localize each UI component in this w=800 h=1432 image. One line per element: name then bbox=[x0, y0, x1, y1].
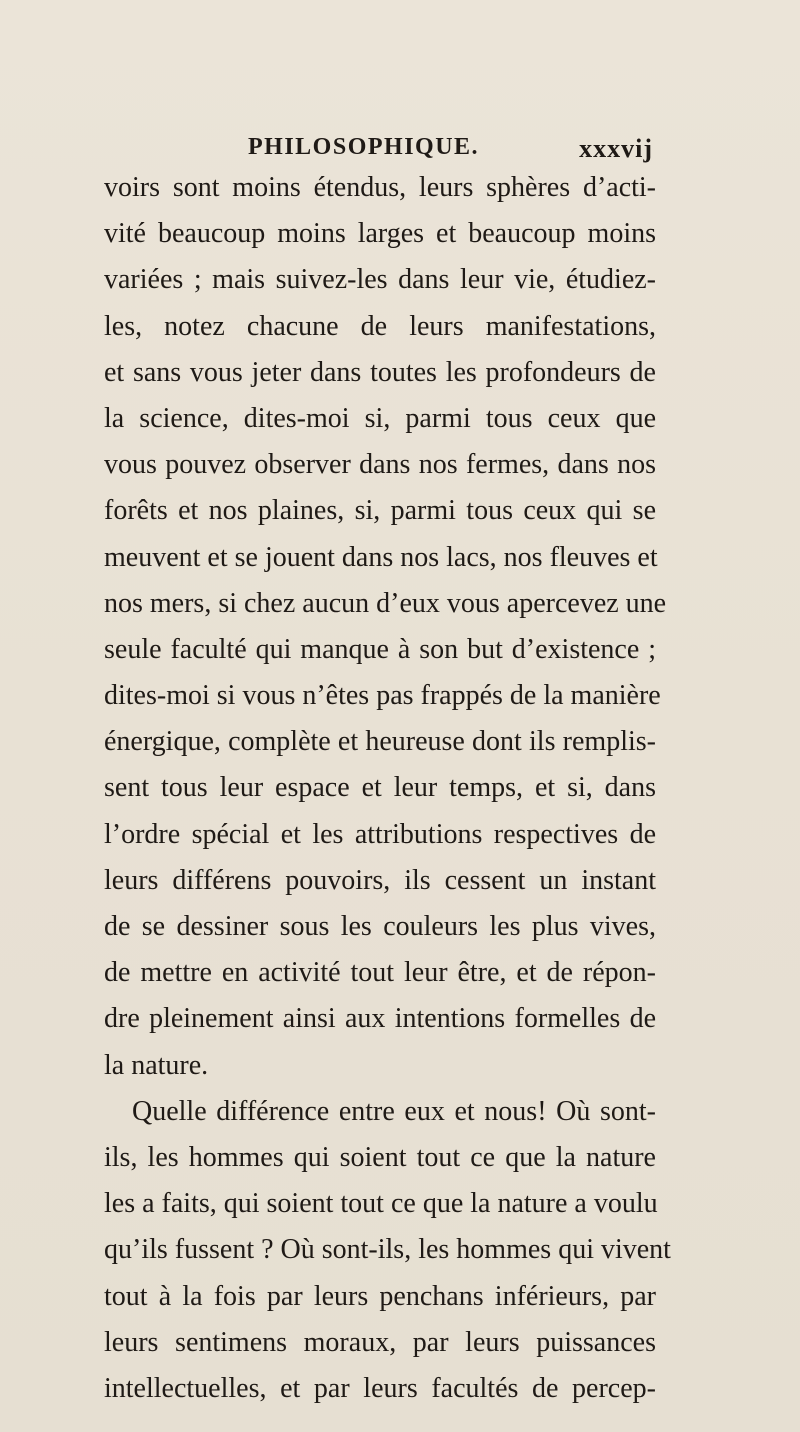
text-line: les, notez chacune de leurs manifestations, bbox=[104, 310, 656, 342]
text-line: forêts et nos plaines, si, parmi tous ceux qui se bbox=[104, 495, 656, 527]
text-line: qu’ils fussent ? Où sont-ils, les hommes qui vivent bbox=[104, 1234, 671, 1266]
text-line: de se dessiner sous les couleurs les plus vives, bbox=[104, 911, 656, 942]
text-line: variées ; mais suivez-les dans leur vie, étudiez- bbox=[104, 264, 656, 296]
text-line: dre pleinement ainsi aux intentions formelles de bbox=[104, 1003, 656, 1035]
text-line: voirs sont moins étendus, leurs sphères d’acti- bbox=[104, 172, 656, 203]
text-line: leurs sentimens moraux, par leurs puissances bbox=[104, 1326, 656, 1358]
text-line: les a faits, qui soient tout ce que la nature a voulu bbox=[104, 1188, 658, 1220]
paragraph-end-line: la nature. bbox=[104, 1049, 209, 1081]
text-line: vité beaucoup moins larges et beaucoup moins bbox=[104, 218, 656, 250]
text-line: leurs différens pouvoirs, ils cessent un instant bbox=[104, 864, 656, 896]
text-line: meuvent et se jouent dans nos lacs, nos fleuves et bbox=[104, 541, 658, 573]
body-text bbox=[104, 165, 671, 1412]
running-title: PHILOSOPHIQUE. bbox=[248, 134, 480, 160]
paragraph-start-line: Quelle différence entre eux et nous! Où sont- bbox=[132, 1095, 656, 1127]
text-line: énergique, complète et heureuse dont ils remplis- bbox=[104, 726, 656, 758]
page-number: xxxvij bbox=[579, 134, 653, 163]
text-line: la science, dites-moi si, parmi tous ceux que bbox=[104, 402, 656, 434]
text-line: intellectuelles, et par leurs facultés de percep- bbox=[104, 1372, 656, 1404]
text-line: dites-moi si vous n’êtes pas frappés de la manière bbox=[104, 680, 661, 712]
text-line: sent tous leur espace et leur temps, et si, dans bbox=[104, 772, 656, 804]
text-line: vous pouvez observer dans nos fermes, dans nos bbox=[104, 449, 656, 481]
text-line: seule faculté qui manque à son but d’existence ; bbox=[104, 633, 656, 665]
text-line: tout à la fois par leurs penchans inférieurs, par bbox=[104, 1280, 656, 1312]
text-line: ils, les hommes qui soient tout ce que la nature bbox=[104, 1141, 656, 1173]
text-line: nos mers, si chez aucun d’eux vous apercevez une bbox=[104, 587, 667, 619]
text-line: et sans vous jeter dans toutes les profondeurs de bbox=[104, 356, 656, 388]
text-line: l’ordre spécial et les attributions respectives de bbox=[104, 818, 656, 850]
text-line: de mettre en activité tout leur être, et de répon- bbox=[104, 957, 656, 989]
